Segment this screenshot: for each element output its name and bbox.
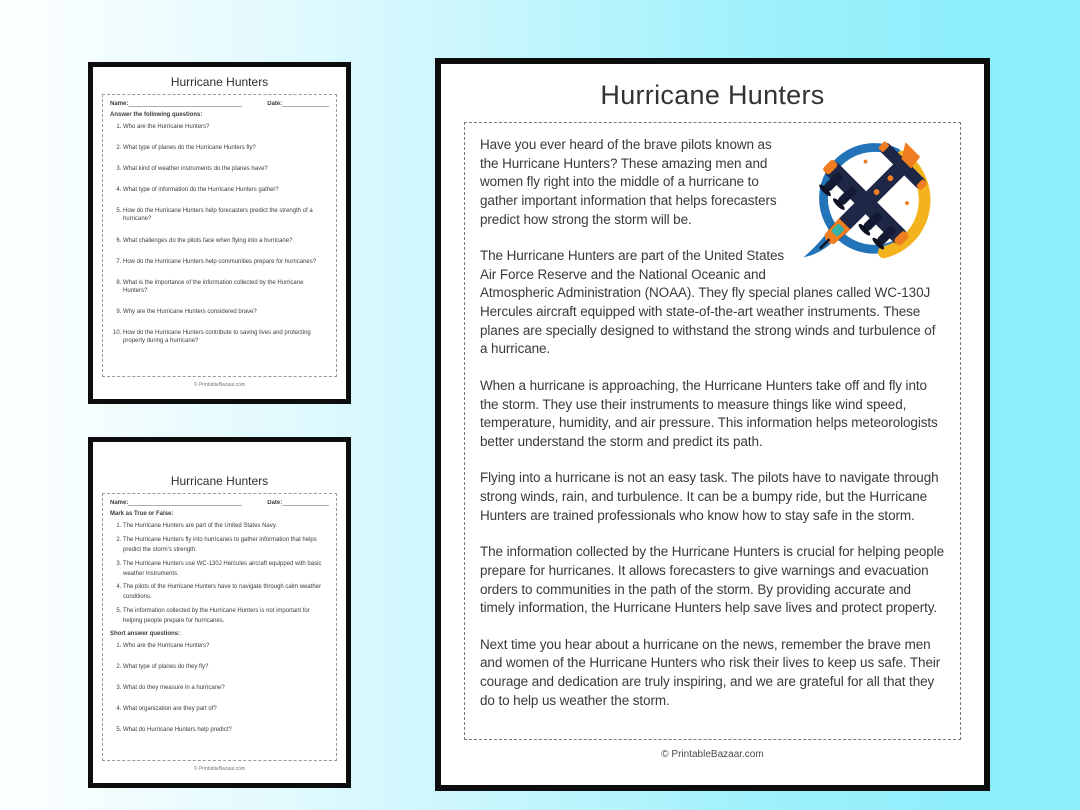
date-blank-line: ______________ — [282, 101, 329, 107]
true-false-item: 4. The pilots of the Hurricane Hunters have to navigate through calm weather conditions. — [123, 583, 329, 603]
worksheet1-copyright: © PrintableBazaar.com — [193, 382, 246, 388]
passage-paragraph: When a hurricane is approaching, the Hurricane Hunters take off and fly into the storm. They use their instruments to measure things like wind speed, temperature, humidity, and air pressure. This information helps meteorologists better understand the storm and predict its path. — [480, 377, 938, 449]
worksheet1-content-box — [102, 94, 337, 377]
passage-title: Hurricane Hunters — [600, 80, 825, 110]
name-date-row — [110, 101, 329, 107]
short-answer-item: 4. What organization are they part of? — [123, 705, 329, 713]
worksheet2-copyright: © PrintableBazaar.com — [193, 766, 246, 772]
date-blank-line: ______________ — [282, 500, 329, 506]
question-item: 7. How do the Hurricane Hunters help communities prepare for hurricanes? — [123, 258, 329, 266]
hurricane-hunters-plane-illustration — [797, 134, 947, 266]
date-field — [267, 500, 329, 506]
date-field — [267, 101, 329, 107]
name-date-row — [110, 500, 329, 506]
worksheet1-question-list — [110, 123, 329, 345]
name-field — [110, 500, 242, 506]
passage-copyright: © PrintableBazaar.com — [661, 749, 764, 760]
question-item: 5. How do the Hurricane Hunters help forecasters predict the strength of a hurricane? — [123, 207, 329, 223]
question-item: 10. How do the Hurricane Hunters contribute to saving lives and protecting property during a hurricane? — [123, 329, 329, 345]
true-false-item: 5. The information collected by the Hurricane Hunters is not important for helping people prepare for hurricanes. — [123, 607, 329, 627]
short-answer-heading: Short answer questions: — [110, 631, 181, 638]
passage-paragraph: The Hurricane Hunters are part of the United States Air Force Reserve and the National Oceanic and Atmospheric Administration (NOAA). They fly special planes called WC-130J Hercules aircraft equipped with state-of-the-art weather instruments. These planes are specially designed to withstand the strong winds and turbulence of a hurricane. — [480, 248, 936, 357]
name-blank-line: __________________________________ — [128, 500, 242, 506]
worksheet2-title: Hurricane Hunters — [170, 474, 269, 488]
true-false-list — [110, 522, 329, 627]
true-false-item: 1. The Hurricane Hunters are part of the United States Navy. — [123, 522, 329, 532]
name-label: Name: — [110, 500, 129, 506]
worksheet-page-true-false — [88, 437, 351, 788]
date-label: Date: — [267, 101, 283, 107]
passage-content-box — [464, 122, 961, 740]
short-answer-item: 2. What type of planes do they fly? — [123, 663, 329, 671]
question-item: 1. Who are the Hurricane Hunters? — [123, 123, 329, 131]
short-answer-item: 3. What do they measure in a hurricane? — [123, 684, 329, 692]
worksheet-page-questions — [88, 62, 351, 404]
question-item: 9. Why are the Hurricane Hunters considered brave? — [123, 308, 329, 316]
question-item: 3. What kind of weather instruments do the planes have? — [123, 165, 329, 173]
question-item: 4. What type of information do the Hurricane Hunters gather? — [123, 186, 329, 194]
short-answer-list — [110, 642, 329, 734]
question-item: 6. What challenges do the pilots face when flying into a hurricane? — [123, 237, 329, 245]
true-false-item: 3. The Hurricane Hunters use WC-130J Hercules aircraft equipped with basic weather instruments. — [123, 560, 329, 580]
passage-paragraph: Next time you hear about a hurricane on the news, remember the brave men and women of the Hurricane Hunters who risk their lives to keep us safe. Their courage and dedication are truly inspiring, and we are grateful for all that they do to help us weather the storm. — [480, 636, 941, 708]
worksheet2-content-box — [102, 493, 337, 761]
passage-paragraph: Have you ever heard of the brave pilots known as the Hurricane Hunters? These amazing men and women fly right into the middle of a hurricane to gather important information that helps forecasters predict how strong the storm will be. — [480, 137, 777, 227]
passage-paragraph: Flying into a hurricane is not an easy task. The pilots have to navigate through strong winds, rain, and turbulence. It can be a bumpy ride, but the Hurricane Hunters are trained professionals who know how to stay safe in the storm. — [480, 470, 939, 523]
true-false-heading: Mark as True or False: — [110, 511, 174, 517]
passage-paragraph: The information collected by the Hurricane Hunters is crucial for helping people prepare for hurricanes. It allows forecasters to give warnings and evacuation orders to communities in the path of the storm. By providing accurate and timely information, the Hurricane Hunters help save lives and protect property. — [480, 544, 944, 616]
short-answer-item: 1. Who are the Hurricane Hunters? — [123, 642, 329, 650]
question-item: 2. What type of planes do the Hurricane Hunters fly? — [123, 144, 329, 152]
worksheet1-title: Hurricane Hunters — [170, 75, 269, 89]
short-answer-item: 5. What do Hurricane Hunters help predict? — [123, 726, 329, 734]
worksheet1-section-heading: Answer the following questions: — [110, 112, 203, 118]
date-label: Date: — [267, 500, 283, 506]
question-item: 8. What is the importance of the information collected by the Hurricane Hunters? — [123, 279, 329, 295]
true-false-item: 2. The Hurricane Hunters fly into hurricanes to gather information that helps predict the storm's strength. — [123, 536, 329, 556]
reading-passage-page — [435, 58, 990, 791]
name-blank-line: __________________________________ — [128, 101, 242, 107]
name-field — [110, 101, 242, 107]
name-label: Name: — [110, 101, 129, 107]
